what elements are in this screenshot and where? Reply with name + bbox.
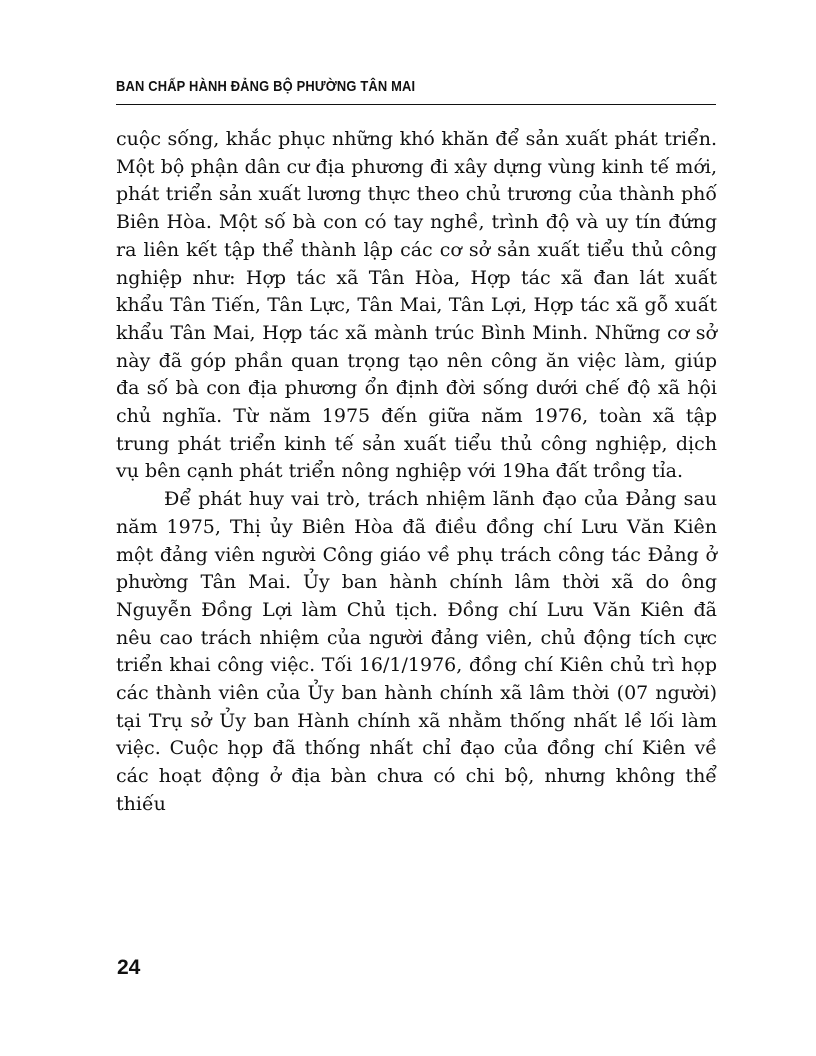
paragraph-continuation: cuộc sống, khắc phục những khó khăn để sản xuất phát triển. Một bộ phận dân cư địa phương đi xây dựng vùng kinh tế mới, phát triển sản xuất lương thực theo chủ trương của thành phố Biên Hòa. Một số bà con có tay nghề, trình độ và uy tín đứng ra liên kết tập thể thành lập các cơ sở sản xuất tiểu thủ công nghiệp như: Hợp tác xã Tân Hòa, Hợp tác xã đan lát xuất khẩu Tân Tiến, Tân Lực, Tân Mai, Tân Lợi, Hợp tác xã gỗ xuất khẩu Tân Mai, Hợp tác xã mành trúc Bình Minh. Những cơ sở này đã góp phần quan trọng tạo nên công ăn việc làm, giúp đa số bà con địa phương ổn định đời sống dưới chế độ xã hội chủ nghĩa. Từ năm 1975 đến giữa năm 1976, toàn xã tập trung phát triển kinh tế sản xuất tiểu thủ công nghiệp, dịch vụ bên cạnh phát triển nông nghiệp với 19ha đất trồng tỉa. (116, 128, 717, 483)
running-header: BAN CHẤP HÀNH ĐẢNG BỘ PHƯỜNG TÂN MAI (116, 78, 416, 95)
header-rule (116, 104, 716, 105)
paragraph-party-role: Để phát huy vai trò, trách nhiệm lãnh đạo của Đảng sau năm 1975, Thị ủy Biên Hòa đã điều đồng chí Lưu Văn Kiên một đảng viên người Công giáo về phụ trách công tác Đảng ở phường Tân Mai. Ủy ban hành chính lâm thời xã do ông Nguyễn Đồng Lợi làm Chủ tịch. Đồng chí Lưu Văn Kiên đã nêu cao trách nhiệm của người đảng viên, chủ động tích cực triển khai công việc. Tối 16/1/1976, đồng chí Kiên chủ trì họp các thành viên của Ủy ban hành chính xã lâm thời (07 người) tại Trụ sở Ủy ban Hành chính xã nhằm thống nhất lề lối làm việc. Cuộc họp đã thống nhất chỉ đạo của đồng chí Kiên về các hoạt động ở địa bàn chưa có chi bộ, nhưng không thể thiếu (116, 488, 717, 815)
body-text (116, 126, 717, 819)
page-number: 24 (117, 956, 141, 979)
